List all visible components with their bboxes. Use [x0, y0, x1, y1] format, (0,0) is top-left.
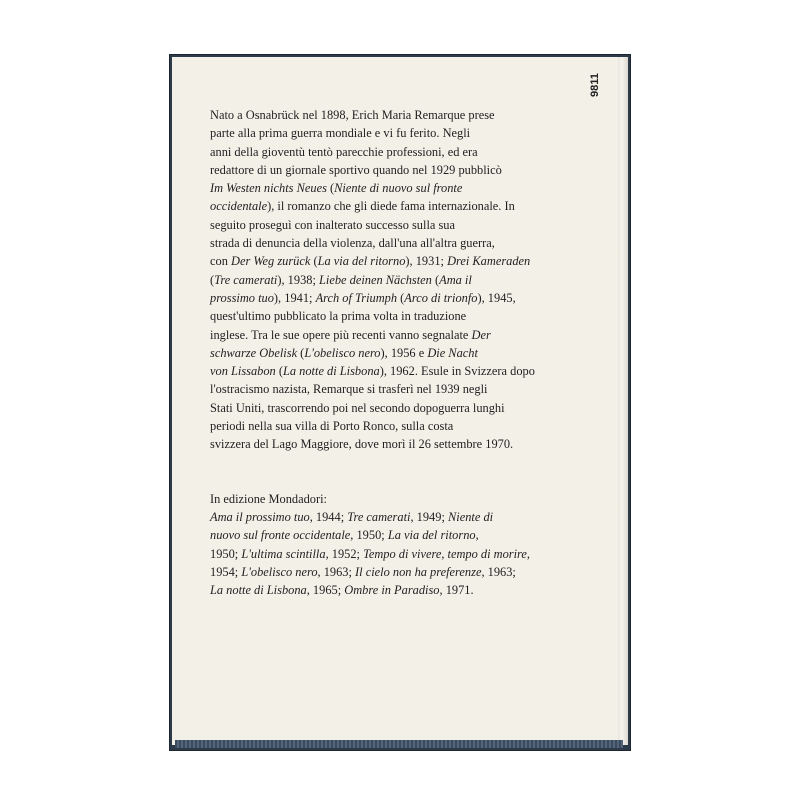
text-segment: ), 1938;	[277, 272, 320, 287]
text-line	[210, 271, 600, 289]
text-segment: ), 1962. Esule in Svizzera dopo	[379, 364, 535, 379]
text-segment: svizzera del Lago Maggiore, dove morì il 26 settembre 1970.	[210, 437, 514, 452]
italic-title: Drei Kameraden	[447, 254, 531, 269]
italic-title: La via del ritorno	[317, 254, 406, 269]
italic-title: Arch of Triumph	[315, 290, 398, 305]
text-segment: seguito proseguì con inalterato successo sulla sua	[210, 217, 455, 232]
italic-title: Arco di trionfo	[404, 290, 478, 305]
italic-title: Liebe deinen Nächsten	[319, 272, 432, 287]
text-segment: ,	[526, 546, 531, 561]
catalog-number: 9811	[589, 73, 601, 97]
text-line	[210, 545, 600, 563]
text-line	[210, 581, 600, 599]
text-segment: , 1971.	[439, 583, 474, 598]
text-segment: ,	[475, 528, 479, 543]
text-segment: ), il romanzo che gli diede fama internazionale. In	[267, 199, 515, 214]
text-segment: redattore di un giornale sportivo quando nel 1929 pubblicò	[210, 162, 502, 177]
text-line	[210, 124, 600, 142]
text-line	[210, 417, 600, 435]
text-segment: , 1950;	[350, 528, 388, 543]
page-text	[210, 106, 600, 599]
text-line	[210, 362, 600, 380]
text-segment: Nato a Osnabrück nel 1898, Erich Maria Remarque prese	[210, 108, 495, 122]
italic-title: schwarze Obelisk	[210, 345, 298, 360]
text-segment: , 1963;	[481, 564, 516, 579]
text-segment: (	[275, 364, 283, 379]
text-line	[210, 508, 600, 526]
text-segment: 1954;	[210, 564, 242, 579]
italic-title: Ombre in Paradiso	[344, 583, 440, 598]
italic-title: Tempo di vivere, tempo di morire	[363, 546, 527, 561]
text-segment: parte alla prima guerra mondiale e vi fu ferito. Negli	[210, 126, 471, 141]
text-line	[210, 435, 600, 453]
italic-title: Niente di	[448, 509, 494, 524]
text-line	[210, 234, 600, 252]
text-segment: (	[397, 290, 405, 305]
text-segment: (	[297, 345, 305, 360]
italic-title: L'obelisco nero	[304, 345, 381, 360]
text-segment: inglese. Tra le sue opere più recenti vanno segnalate	[210, 327, 472, 342]
text-segment: l'ostracismo nazista, Remarque si trasferì nel 1939 negli	[210, 382, 488, 397]
text-segment: (	[310, 254, 318, 269]
text-line	[210, 289, 600, 307]
text-line	[210, 380, 600, 398]
italic-title: Die Nacht	[427, 345, 478, 360]
text-line	[210, 252, 600, 270]
italic-title: Der	[471, 327, 491, 342]
text-line	[210, 143, 600, 161]
text-line	[210, 326, 600, 344]
text-segment: quest'ultimo pubblicato la prima volta in traduzione	[210, 309, 467, 324]
text-segment: ), 1931;	[405, 254, 448, 269]
text-segment: , 1965;	[306, 583, 345, 598]
italic-title: Ama il prossimo tuo	[210, 509, 310, 524]
text-segment: , 1944;	[309, 509, 348, 524]
text-segment: ), 1945,	[477, 290, 516, 305]
italic-title: nuovo sul fronte occidentale	[210, 528, 351, 543]
italic-title: La notte di Lisbona	[282, 364, 380, 379]
text-segment: , 1949;	[410, 509, 448, 524]
text-segment: periodi nella sua villa di Porto Ronco, sulla costa	[210, 419, 454, 434]
italic-title: Niente di nuovo sul fronte	[334, 181, 463, 196]
italic-title: Il cielo non ha preferenze	[355, 564, 482, 579]
italic-title: prossimo tuo	[210, 290, 274, 305]
italic-title: occidentale	[210, 199, 268, 214]
italic-title: Tre camerati	[347, 509, 411, 524]
text-line	[210, 563, 600, 581]
text-segment: con	[210, 254, 231, 269]
text-line	[210, 399, 600, 417]
text-segment: ), 1956 e	[380, 345, 428, 360]
cover-binding-strip	[175, 740, 623, 748]
paragraph-gap	[210, 454, 600, 490]
text-segment: , 1952;	[325, 546, 364, 561]
text-segment: (	[326, 181, 335, 196]
italic-title: L'obelisco nero	[241, 564, 318, 579]
text-line	[210, 526, 600, 544]
italic-title: L'ultima scintilla	[241, 546, 326, 561]
text-segment: , 1963;	[317, 564, 356, 579]
author-biography	[210, 106, 600, 454]
editions-list	[210, 508, 600, 599]
italic-title: von Lissabon	[210, 364, 276, 379]
text-line	[210, 344, 600, 362]
text-segment: strada di denuncia della violenza, dall'una all'altra guerra,	[210, 236, 495, 251]
page-edge	[618, 57, 628, 745]
editions-heading: In edizione Mondadori:	[210, 491, 327, 506]
text-line	[210, 179, 600, 197]
text-line	[210, 106, 600, 124]
italic-title: Tre camerati	[214, 272, 278, 287]
italic-title: Der Weg zurück	[231, 254, 311, 269]
text-line	[210, 197, 600, 215]
text-segment: anni della gioventù tentò parecchie professioni, ed era	[210, 144, 478, 159]
italic-title: La via del ritorno	[387, 528, 476, 543]
italic-title: Ama il	[439, 272, 472, 287]
text-segment: 1950;	[210, 546, 242, 561]
italic-title: Im Westen nichts Neues	[210, 181, 327, 196]
text-line	[210, 161, 600, 179]
text-line	[210, 307, 600, 325]
text-segment: (	[210, 272, 215, 287]
text-segment: (	[431, 272, 440, 287]
italic-title: La notte di Lisbona	[210, 583, 307, 598]
text-line	[210, 216, 600, 234]
text-segment: ), 1941;	[273, 290, 316, 305]
text-segment: Stati Uniti, trascorrendo poi nel secondo dopoguerra lunghi	[210, 400, 505, 415]
